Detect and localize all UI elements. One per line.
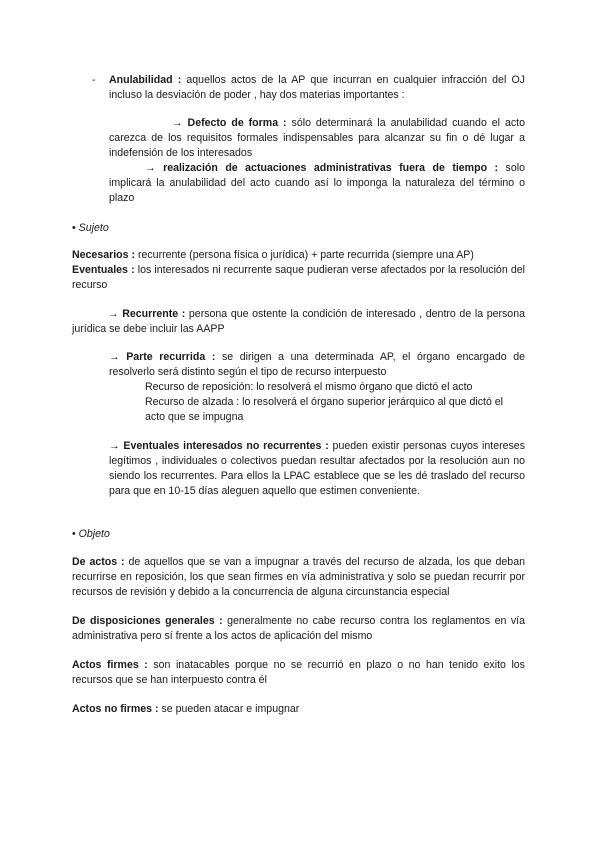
defecto-forma-paragraph <box>109 116 525 161</box>
eventuales-term: Eventuales : <box>72 264 135 276</box>
fuera-tiempo-text: solo implicará la anulabilidad del acto cuando así lo imponga la naturaleza del término o plazo <box>109 162 525 204</box>
arrow-icon: → <box>109 351 120 363</box>
arrow-icon: → <box>109 440 120 452</box>
anulabilidad-paragraph <box>109 73 525 103</box>
defecto-forma-term: Defecto de forma : <box>182 117 287 129</box>
eventuales-interesados-text: pueden existir personas cuyos intereses legítimos , individuales o colectivos puedan resultar afectados por la resolución aun no siendo los recurrentes. Para ellos la LPAC establece que se les dé traslado del recurso para que en 10-15 días aleguen aquello que estimen conveniente. <box>109 440 525 497</box>
list-dash: - <box>92 74 96 86</box>
actos-no-firmes-paragraph <box>72 702 525 717</box>
de-actos-term: De actos : <box>72 556 125 568</box>
de-actos-paragraph <box>72 555 525 600</box>
necesarios-text: recurrente (persona física o jurídica) + parte recurrida (siempre una AP) <box>135 249 474 261</box>
necesarios-paragraph <box>72 248 525 263</box>
eventuales-interesados-term: Eventuales interesados no recurrentes : <box>119 440 329 452</box>
actos-firmes-term: Actos firmes : <box>72 659 148 671</box>
arrow-icon: → <box>108 308 119 320</box>
actos-no-firmes-term: Actos no firmes : <box>72 703 159 715</box>
sujeto-heading <box>72 221 109 236</box>
sujeto-label: Sujeto <box>78 222 109 234</box>
actos-no-firmes-text: se pueden atacar e impugnar <box>158 703 300 715</box>
bullet-icon: • <box>72 528 76 540</box>
parte-recurrida-term: Parte recurrida : <box>119 351 216 363</box>
actos-firmes-paragraph <box>72 658 525 688</box>
fuera-tiempo-paragraph <box>109 161 525 206</box>
de-actos-text: de aquellos que se van a impugnar a través del recurso de alzada, los que deban recurrirse en reposición, los que sean firmes en vía administrativa y solo se puedan recurrir por recursos de revisión y debido a la concurrencia de alguna circunstancia especial <box>72 556 525 598</box>
eventuales-interesados-paragraph <box>109 439 525 499</box>
anulabilidad-term: Anulabilidad : <box>109 74 182 86</box>
reposicion-line: Recurso de reposición: lo resolverá el mismo órgano que dictó el acto <box>145 381 473 393</box>
defecto-forma-text: sólo determinará la anulabilidad cuando el acto carezca de los requisitos formales indispensables para alcanzar su fin o dé lugar a indefensión de los interesados <box>109 117 526 159</box>
actos-firmes-text: son inatacables porque no se recurrió en plazo o no han tenido exito los recursos que se han interpuesto contra él <box>72 659 525 686</box>
recurrente-term: Recurrente : <box>118 308 186 320</box>
fuera-tiempo-term: realización de actuaciones administrativas fuera de tiempo : <box>155 162 499 174</box>
objeto-heading <box>72 527 110 542</box>
arrow-icon: → <box>145 162 156 174</box>
arrow-icon: → <box>172 117 183 129</box>
bullet-icon: • <box>72 222 76 234</box>
alzada-line: Recurso de alzada : lo resolverá el órgano superior jerárquico al que dictó el acto que se impugna <box>145 396 504 423</box>
objeto-label: Objeto <box>78 528 110 540</box>
eventuales-text: los interesados ni recurrente saque pudieran verse afectados por la resolución del recurso <box>72 264 525 291</box>
eventuales-paragraph <box>72 263 525 293</box>
parte-recurrida-paragraph <box>109 350 525 380</box>
recurrente-paragraph <box>72 307 525 337</box>
recurrente-text: persona que ostente la condición de interesado , dentro de la persona jurídica se debe incluir las AAPP <box>72 308 525 335</box>
necesarios-term: Necesarios : <box>72 249 136 261</box>
parte-recurrida-text: se dirigen a una determinada AP, el órgano encargado de resolverlo será distinto según el tipo de recurso interpuesto <box>109 351 525 378</box>
disposiciones-paragraph <box>72 614 525 644</box>
disposiciones-text: generalmente no cabe recurso contra los reglamentos en vía administrativa pero sí frente a los actos de aplicación del mismo <box>72 615 525 642</box>
anulabilidad-text: aquellos actos de la AP que incurran en cualquier infracción del OJ incluso la desviación de poder , hay dos materias importantes : <box>109 74 525 101</box>
disposiciones-term: De disposiciones generales : <box>72 615 223 627</box>
